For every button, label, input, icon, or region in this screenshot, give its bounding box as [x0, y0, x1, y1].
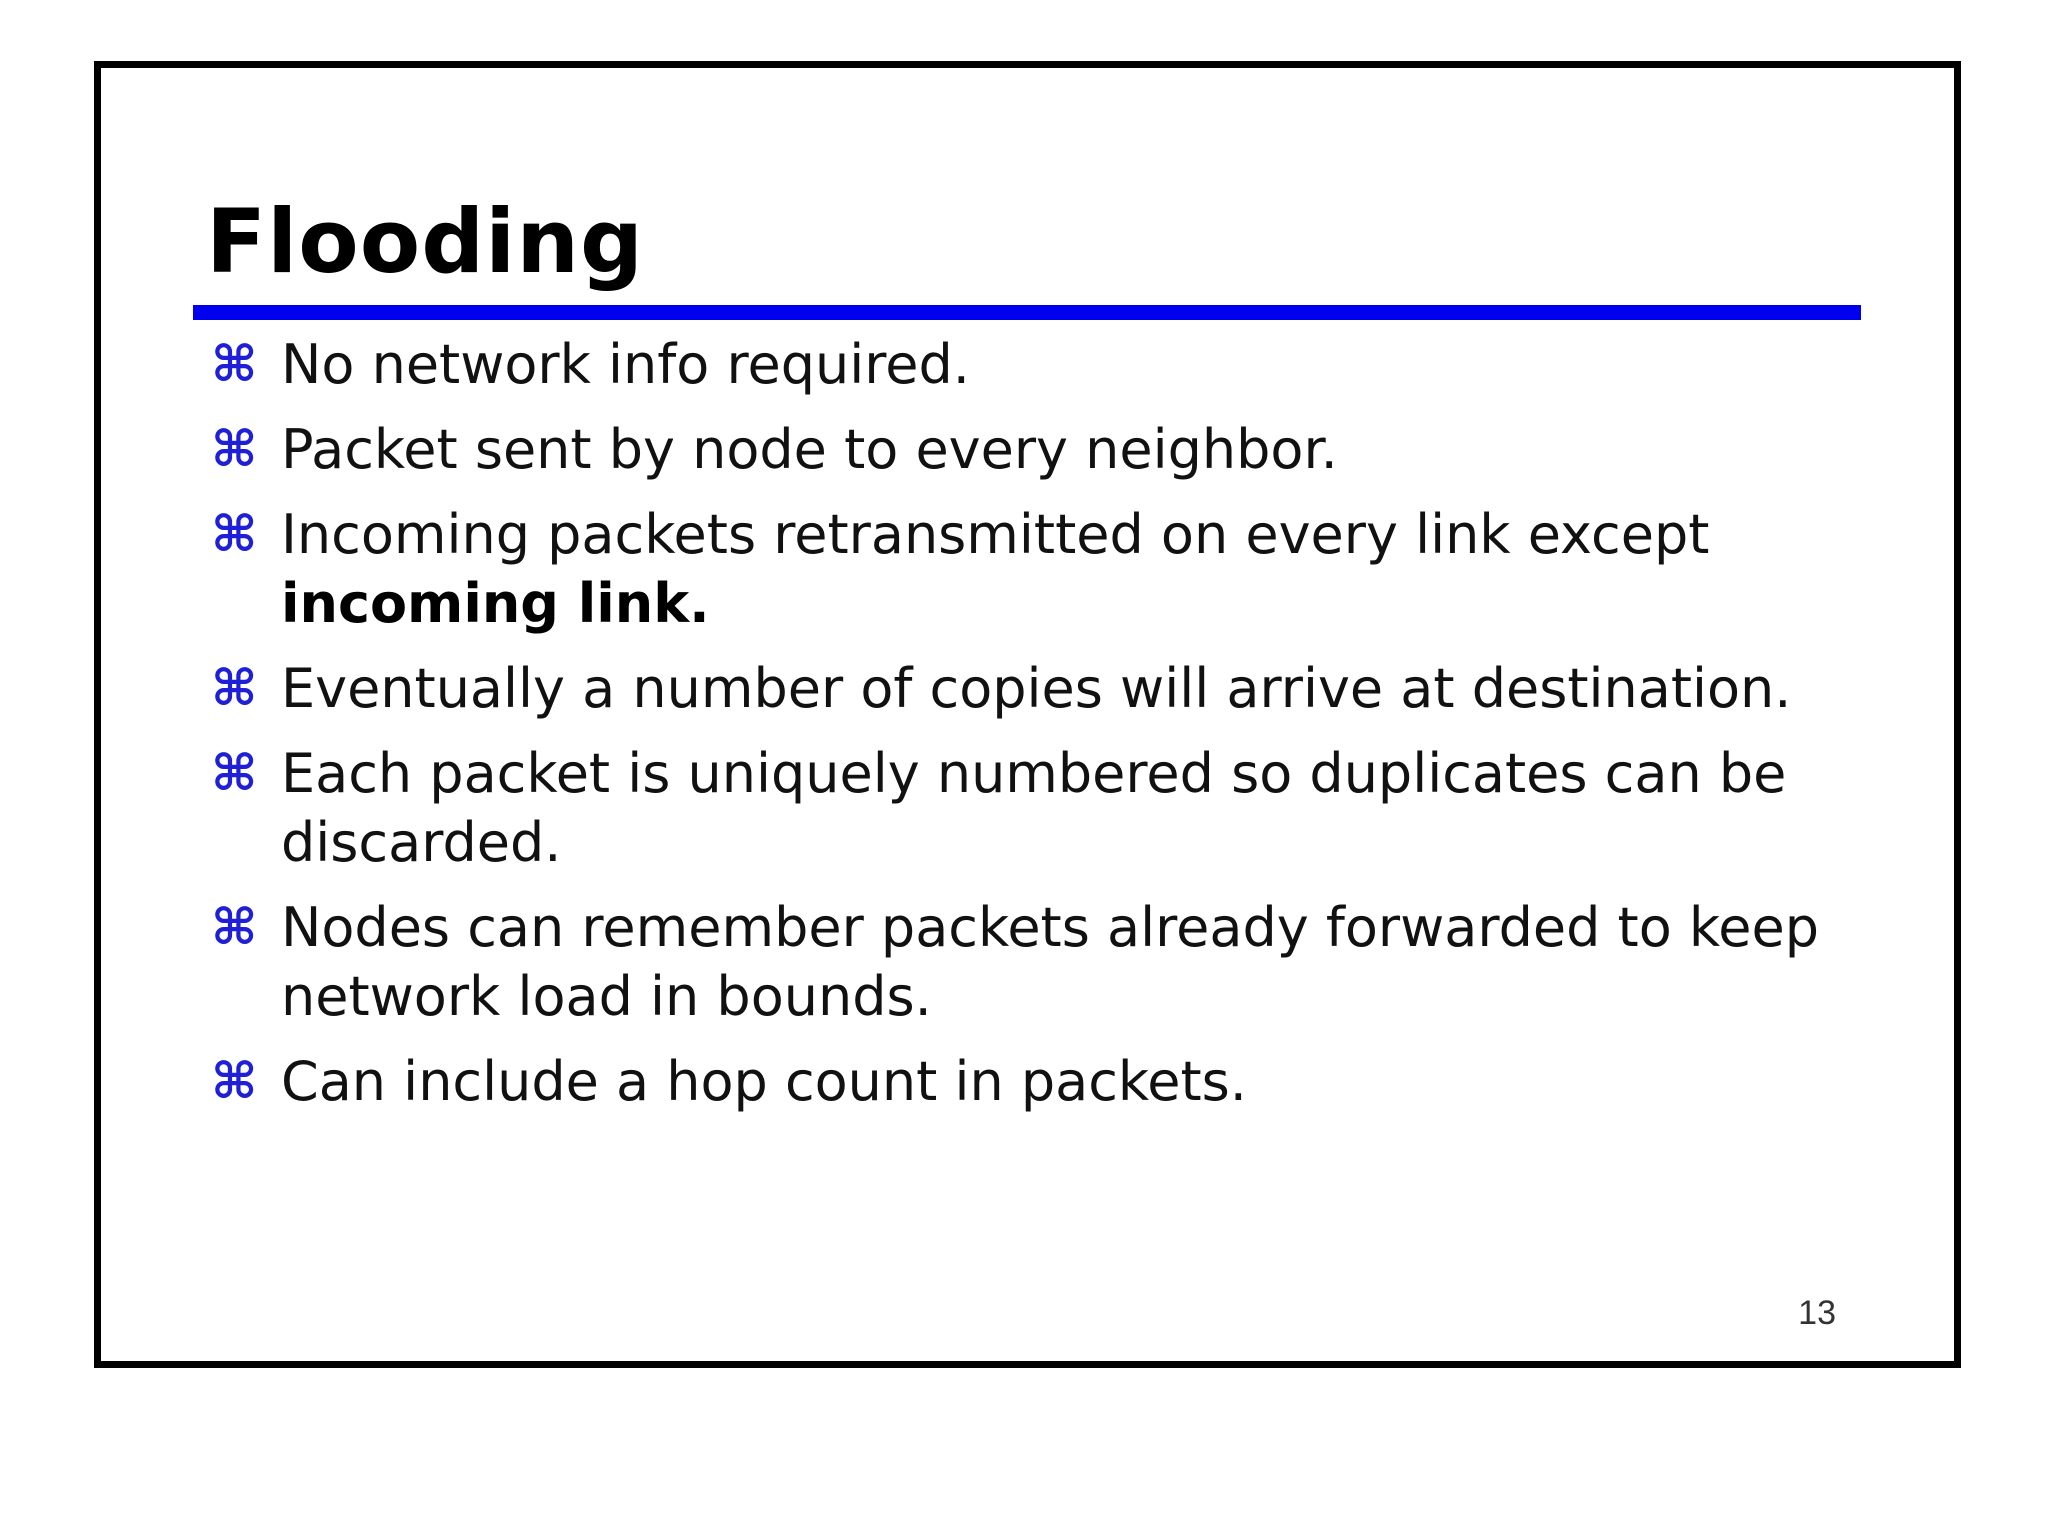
bullet-item: [211, 500, 1891, 638]
bullet-text: Each packet is uniquely numbered so duplicates can be discarded.: [281, 742, 1787, 874]
bullet-bold-text: incoming link.: [281, 572, 710, 635]
bullet-text: Incoming packets retransmitted on every link except: [281, 503, 1710, 566]
bullet-text: Eventually a number of copies will arrive at destination.: [281, 657, 1792, 720]
bullet-item: [211, 330, 1891, 399]
bullet-item: [211, 893, 1891, 1031]
command-key-icon: ⌘: [211, 1052, 258, 1110]
bullet-text: Nodes can remember packets already forwarded to keep network load in bounds.: [281, 896, 1819, 1028]
bullet-item: [211, 415, 1891, 484]
title-underline: [193, 305, 1861, 320]
bullet-text: Can include a hop count in packets.: [281, 1050, 1247, 1113]
command-key-icon: ⌘: [211, 505, 258, 563]
slide-title: Flooding: [206, 190, 644, 293]
slide: [94, 61, 1961, 1368]
command-key-icon: ⌘: [211, 335, 258, 393]
bullet-text: No network info required.: [281, 333, 970, 396]
bullet-text: Packet sent by node to every neighbor.: [281, 418, 1338, 481]
bullet-list: [211, 330, 1891, 1132]
command-key-icon: ⌘: [211, 744, 258, 802]
command-key-icon: ⌘: [211, 420, 258, 478]
page-number: 13: [1798, 1294, 1836, 1332]
command-key-icon: ⌘: [211, 898, 258, 956]
command-key-icon: ⌘: [211, 659, 258, 717]
bullet-item: [211, 739, 1891, 877]
bullet-item: [211, 1047, 1891, 1116]
bullet-item: [211, 654, 1891, 723]
